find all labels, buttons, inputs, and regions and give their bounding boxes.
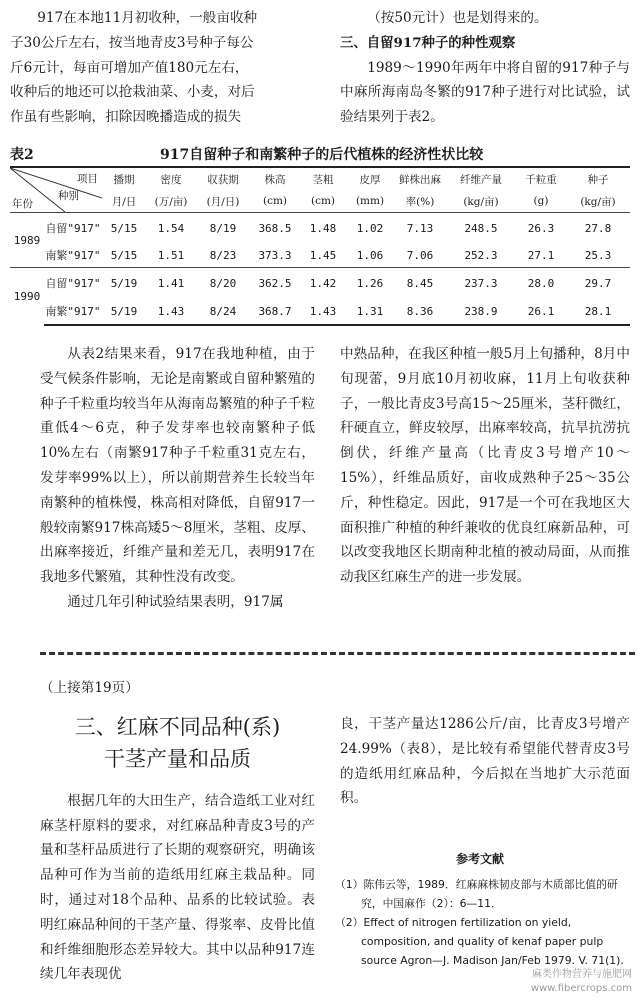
table-title: 917自留种子和南繁种子的后代植株的经济性状比较 (160, 147, 484, 163)
col-unit: (kg/亩) (446, 190, 516, 213)
variety-cell: 南繁"917" (44, 298, 102, 325)
col-unit: (cm) (300, 190, 346, 213)
top-left-column (10, 6, 310, 130)
bottom-left-column (40, 676, 315, 987)
table-cell: 25.3 (584, 248, 612, 262)
table-row (10, 213, 630, 244)
table-cell: 1.42 (300, 268, 346, 299)
table-cell: 373.3 (258, 248, 292, 262)
table-cell: 252.3 (464, 248, 498, 262)
col-header: 皮厚 (346, 167, 394, 190)
table-unit-row (10, 190, 630, 213)
col-header: 种子 (566, 167, 630, 190)
table-row (10, 268, 630, 299)
col-header: 収获期 (196, 167, 250, 190)
table-cell: 8.36 (394, 298, 446, 325)
text-line: 收种后的地还可以抢栽油菜、小麦，对后 (10, 84, 255, 101)
text-line: 斤6元计，每亩可增加产值180元左右， (10, 59, 249, 76)
col-unit: (万/亩) (146, 190, 196, 213)
table-cell: 1.02 (356, 221, 384, 235)
table-cell: 1.41 (146, 268, 196, 299)
watermark-line: www.fibercrops.com (530, 983, 632, 994)
table-number: 表2 (10, 147, 34, 163)
variety-cell: 自留"917" (44, 268, 102, 299)
variety-cell: 南繁"917" (45, 249, 101, 262)
col-unit: (cm) (250, 190, 300, 213)
table-cell: 26.3 (527, 221, 555, 235)
table-cell: 1.51 (157, 248, 185, 262)
table-cell: 8/19 (209, 221, 237, 235)
table-cell: 28.0 (516, 268, 566, 299)
continued-note: （上接第19页） (40, 680, 139, 696)
col-header: 千粒重 (516, 167, 566, 190)
table-cell: 248.5 (464, 221, 498, 235)
table-header-row (10, 167, 630, 190)
table-cell: 5/15 (110, 221, 138, 235)
top-right-column (340, 6, 630, 130)
table-corner-cell (10, 167, 102, 213)
table-cell: 238.9 (446, 298, 516, 325)
col-header: 株高 (250, 167, 300, 190)
table-cell: 1.26 (346, 268, 394, 299)
col-unit: 月/日 (102, 190, 146, 213)
paragraph: 1989～1990年两年中将自留的917种子与中麻所海南岛冬繁的917种子进行对比试验，试验结果列于表2。 (340, 59, 630, 126)
col-header: 播期 (102, 167, 146, 190)
table-cell: 27.8 (584, 221, 612, 235)
col-header: 纤维产量 (446, 167, 516, 190)
table-cell: 1.54 (157, 221, 185, 235)
data-table (10, 166, 630, 326)
col-header: 茎粗 (300, 167, 346, 190)
references-title: 参考文献 (455, 852, 504, 866)
col-unit: (mm) (346, 190, 394, 213)
text-line: 作虽有些影响，扣除因晚播造成的损失 (10, 109, 242, 126)
watermark (531, 968, 632, 996)
table-cell: 29.7 (566, 268, 630, 299)
table-cell: 368.5 (258, 221, 292, 235)
col-unit: (kg/亩) (566, 190, 630, 213)
table-row (10, 243, 630, 268)
table-cell: 1.48 (309, 221, 337, 235)
year-cell: 1990 (10, 268, 44, 326)
text-line: （按50元计）也是划得来的。 (367, 10, 548, 26)
table-cell: 368.7 (250, 298, 300, 325)
mid-left-column (40, 342, 315, 615)
table-cell: 7.13 (406, 221, 434, 235)
table-cell: 1.43 (146, 298, 196, 325)
bottom-right-column (340, 712, 630, 811)
mid-right-column (340, 342, 630, 590)
table-cell: 8/20 (196, 268, 250, 299)
col-header: 密度 (146, 167, 196, 190)
table-cell: 5/15 (110, 248, 138, 262)
paragraph: 根据几年的大田生产，结合造纸工业对红麻茎杆原料的要求，对红麻品种青皮3号的产量和茎杆品质进行了长期的观察研究，明确该品种可作为当前的造纸用红麻主栽品种。同时，通过对18个品种、品系的比较试验。表明红麻品种间的干茎产量、得浆率、皮骨比值和纤维细胞形态差异较大。其中以品种917连续几年表现优 (40, 792, 315, 983)
col-unit: (g) (516, 190, 566, 213)
table-cell: 237.3 (446, 268, 516, 299)
corner-item-label: 项目 (77, 173, 98, 185)
table-cell: 26.1 (516, 298, 566, 325)
corner-variety-label: 种别 (58, 190, 79, 202)
table-cell: 8/24 (196, 298, 250, 325)
paragraph: 中熟品种，在我区种植一般5月上旬播种，8月中旬现蕾，9月底10月初收麻，11月上旬收获种子，一般比青皮3号高15～25厘米，茎秆微红，秆硬直立，鲜皮较厚，出麻率较高，抗旱抗涝抗倒伏，纤维产量高（比青皮3号增产10～15%），纤维品质好，亩收成熟种子25～35公斤，种性稳定。因此，917是一个可在我地区大面积推广种植的种纤兼收的优良红麻新品种，可以改变我地区长期南种北植的被动局面，从而推动我区红麻生产的进一步发展。 (340, 346, 630, 586)
reference-item: （2）Effect of nitrogen fertilization on yield, composition, and quality of kenaf paper pulp source Agron—J. Madison Jan/Feb 1979. V. 71(1). (335, 916, 624, 967)
table-cell: 362.5 (250, 268, 300, 299)
table-cell: 5/19 (102, 268, 146, 299)
table-cell: 5/19 (102, 298, 146, 325)
year-cell: 1989 (13, 233, 41, 247)
text-line: 子30公斤左右，按当地青皮3号种子每公 (10, 34, 254, 51)
table-cell: 27.1 (527, 248, 555, 262)
section-heading: 三、自留917种子的种性观察 (340, 34, 516, 51)
reference-item: （1）陈伟云等，1989．红麻麻株韧皮部与木质部比值的研究，中国麻作（2）：6—11． (335, 878, 618, 910)
table-cell: 1.06 (356, 248, 384, 262)
paragraph: 从表2结果来看，917在我地种植，由于受气候条件影响，无论是南繁或自留种繁殖的种子千粒重均较当年从海南岛繁殖的种子千粒重低4～6克，种子发芽率也较南繁种子低10%左右（南繁917种子千粒重31克左右，发芽率99%以上），所以前期营养生长较当年南繁种的植株慢，株高相对降低，自留917一般较南繁917株高矮5～8厘米，茎粗、皮厚、出麻率接近，纤维产量和差无几，表明917在我地多代繁殖，其种性没有改变。 (40, 346, 315, 586)
paragraph: 良，干茎产量达1286公斤/亩，比青皮3号增产24.99%（表8），是比较有希望能代替青皮3号的造纸用红麻品种，今后拟在当地扩大示范面积。 (340, 716, 630, 807)
references (335, 850, 625, 970)
col-unit: 率(%) (394, 190, 446, 213)
corner-year-label: 年份 (12, 198, 33, 210)
col-unit: (月/日) (196, 190, 250, 213)
col-header: 鲜株出麻 (394, 167, 446, 190)
table-cell: 7.06 (406, 248, 434, 262)
table-cell: 1.45 (309, 248, 337, 262)
table-row (10, 298, 630, 325)
table-cell: 1.31 (346, 298, 394, 325)
text-line: 917在本地11月初收种，一般亩收种 (37, 10, 258, 26)
table-cell: 1.43 (300, 298, 346, 325)
article-heading: 干茎产量和品质 (104, 746, 251, 771)
table-cell: 8.45 (394, 268, 446, 299)
watermark-line: 麻类作物营养与施肥网 (532, 969, 632, 980)
table-cell: 8/23 (209, 248, 237, 262)
variety-cell: 自留"917" (45, 222, 101, 235)
article-heading: 三、红麻不同品种(系) (74, 714, 281, 739)
section-divider (40, 652, 635, 655)
paragraph: 通过几年引种试验结果表明，917属 (67, 593, 284, 610)
table-cell: 28.1 (566, 298, 630, 325)
